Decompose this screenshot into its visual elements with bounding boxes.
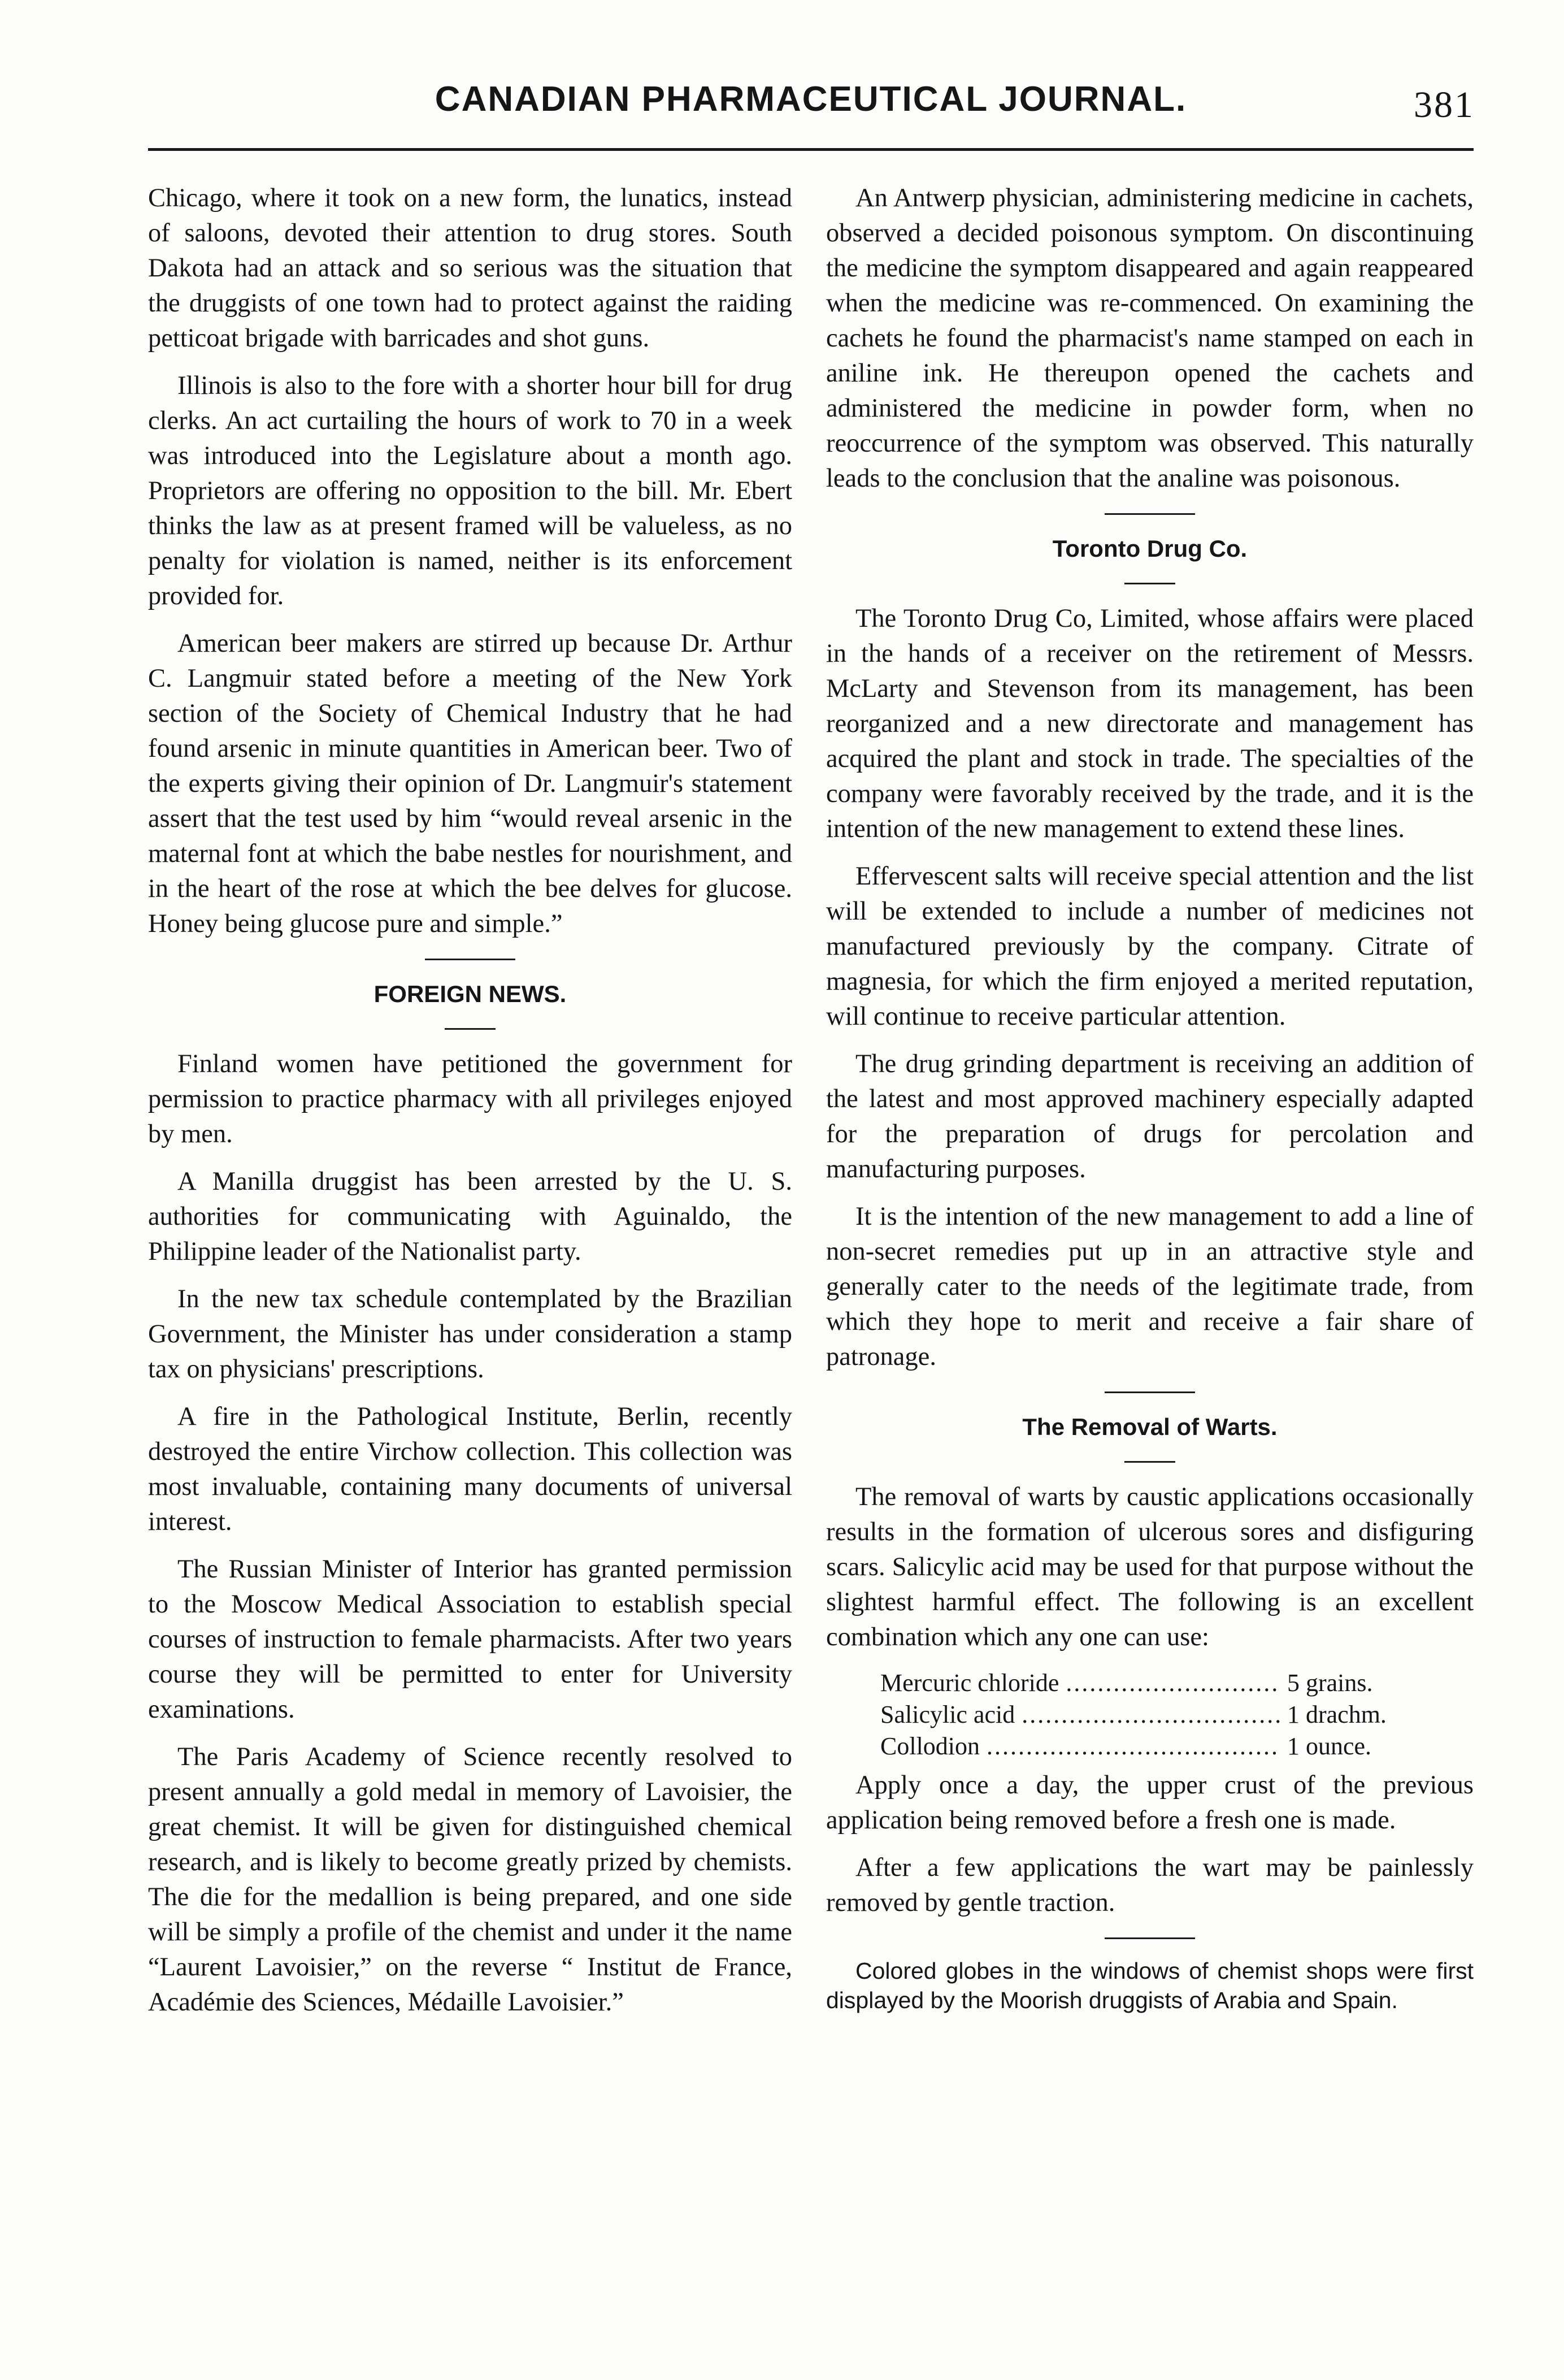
paragraph-chicago: Chicago, where it took on a new form, the lunatics, instead of saloons, devoted their attention to drug stores. South Dakota had an attack and so serious was the situation that the druggists of one town had to protect against the raiding petticoat brigade with barricades and shot guns. bbox=[148, 184, 792, 353]
warts-application: Apply once a day, the upper crust of the previous application being removed before a fresh one is made. bbox=[826, 1771, 1474, 1835]
ingredient-amount: 5 grains. bbox=[1287, 1669, 1373, 1697]
ingredient-name: Salicylic acid bbox=[880, 1701, 1015, 1728]
foreign-news-heading: FOREIGN NEWS. bbox=[373, 981, 567, 1007]
left-column bbox=[148, 181, 792, 2032]
header-rule bbox=[148, 148, 1474, 151]
section-rule bbox=[1105, 1391, 1195, 1393]
formula-row bbox=[880, 1731, 1411, 1762]
formula-row bbox=[880, 1699, 1411, 1731]
heading-rule bbox=[1124, 1461, 1175, 1463]
news-item-berlin: A fire in the Pathological Institute, Berlin, recently destroyed the entire Virchow collection. This collection was most invaluable, containing many documents of universal interest. bbox=[148, 1402, 792, 1536]
section-rule bbox=[1105, 513, 1195, 515]
journal-title: CANADIAN PHARMACEUTICAL JOURNAL. bbox=[435, 80, 1187, 119]
formula-row bbox=[880, 1667, 1411, 1699]
right-column bbox=[826, 181, 1474, 2015]
page-number: 381 bbox=[1414, 84, 1475, 125]
news-item-finland: Finland women have petitioned the government for permission to practice pharmacy with all privileges enjoyed by men. bbox=[148, 1050, 792, 1148]
dot-leader bbox=[1066, 1667, 1280, 1699]
toronto-drug-heading: Toronto Drug Co. bbox=[1052, 535, 1248, 562]
toronto-paragraph: Effervescent salts will receive special attention and the list will be extended to include a number of medicines not manufactured previously by the company. Citrate of magnesia, for which the firm enjoyed a merited reputation, will continue to receive particular attention. bbox=[826, 862, 1474, 1031]
heading-rule bbox=[1124, 583, 1175, 584]
ingredient-name: Mercuric chloride bbox=[880, 1669, 1059, 1697]
wart-formula bbox=[880, 1667, 1474, 1762]
dot-leader bbox=[1022, 1699, 1280, 1731]
warts-heading: The Removal of Warts. bbox=[1022, 1414, 1278, 1440]
running-head bbox=[147, 57, 1475, 141]
ingredient-name: Collodion bbox=[880, 1732, 980, 1760]
news-item-paris: The Paris Academy of Science recently resolved to present annually a gold medal in memory of Lavoisier, the great chemist. It will be given for distinguished chemical research, and is likely to become greatly prized by chemists. The die for the medallion is being prepared, and one side will be simply a profile of the chemist and under it the name “Laurent Lavoisier,” on the reverse “ Institut de France, Académie des Sciences, Médaille Lavoisier.” bbox=[148, 1742, 792, 2017]
news-item-manilla: A Manilla druggist has been arrested by the U. S. authorities for communicating with Aguinaldo, the Philippine leader of the Nationalist party. bbox=[148, 1167, 792, 1266]
ingredient-amount: 1 ounce. bbox=[1287, 1732, 1372, 1760]
toronto-paragraph: The drug grinding department is receiving an addition of the latest and most approved machinery especially adapted for the preparation of drugs for percolation and manufacturing purposes. bbox=[826, 1050, 1474, 1184]
section-rule bbox=[1105, 1937, 1195, 1939]
ingredient-amount: 1 drachm. bbox=[1287, 1701, 1387, 1728]
section-rule bbox=[425, 959, 515, 960]
toronto-paragraph: It is the intention of the new management to add a line of non-secret remedies put up in an attractive style and generally cater to the needs of the legitimate trade, from which they hope to merit and receive a fair share of patronage. bbox=[826, 1202, 1474, 1371]
toronto-paragraph: The Toronto Drug Co, Limited, whose affairs were placed in the hands of a receiver on the retirement of Messrs. McLarty and Stevenson from its management, has been reorganized and a new directorate and management has acquired the plant and stock in trade. The specialties of the company were favorably received by the trade, and it is the intention of the new management to extend these lines. bbox=[826, 604, 1474, 843]
paragraph-illinois: Illinois is also to the fore with a shorter hour bill for drug clerks. An act curtailing the hours of work to 70 in a week was introduced into the Legislature about a month ago. Proprietors are offering no opposition to the bill. Mr. Ebert thinks the law as at present framed will be valueless, as no penalty for violation is named, neither is its enforcement provided for. bbox=[148, 371, 792, 610]
news-item-brazil: In the new tax schedule contemplated by the Brazilian Government, the Minister has under consideration a stamp tax on physicians' prescriptions. bbox=[148, 1285, 792, 1384]
warts-intro: The removal of warts by caustic applications occasionally results in the formation of ulcerous sores and disfiguring scars. Salicylic acid may be used for that purpose without the slightest harmful effect. The following is an excellent combination which any one can use: bbox=[826, 1482, 1474, 1651]
dot-leader bbox=[987, 1731, 1280, 1762]
colored-globes-note: Colored globes in the windows of chemist shops were first displayed by the Moorish druggists of Arabia and Spain. bbox=[826, 1958, 1474, 2013]
news-item-russia: The Russian Minister of Interior has granted permission to the Moscow Medical Association to establish special courses of instruction to female pharmacists. After two years course they will be permitted to enter for University examinations. bbox=[148, 1555, 792, 1724]
warts-removal: After a few applications the wart may be painlessly removed by gentle traction. bbox=[826, 1853, 1474, 1917]
heading-rule bbox=[445, 1028, 496, 1030]
paragraph-antwerp: An Antwerp physician, administering medicine in cachets, observed a decided poisonous symptom. On discontinuing the medicine the symptom disappeared and again reappeared when the medicine was re-commenced. On examining the cachets he found the pharmacist's name stamped on each in aniline ink. He thereupon opened the cachets and administered the medicine in powder form, when no reoccurrence of the symptom was observed. This naturally leads to the conclusion that the analine was poisonous. bbox=[826, 184, 1474, 493]
paragraph-beer-arsenic: American beer makers are stirred up because Dr. Arthur C. Langmuir stated before a meeting of the New York section of the Society of Chemical Industry that he had found arsenic in minute quantities in American beer. Two of the experts giving their opinion of Dr. Langmuir's statement assert that the test used by him “would reveal arsenic in the maternal font at which the babe nestles for nourishment, and in the heart of the rose at which the bee delves for glucose. Honey being glucose pure and simple.” bbox=[148, 629, 792, 938]
